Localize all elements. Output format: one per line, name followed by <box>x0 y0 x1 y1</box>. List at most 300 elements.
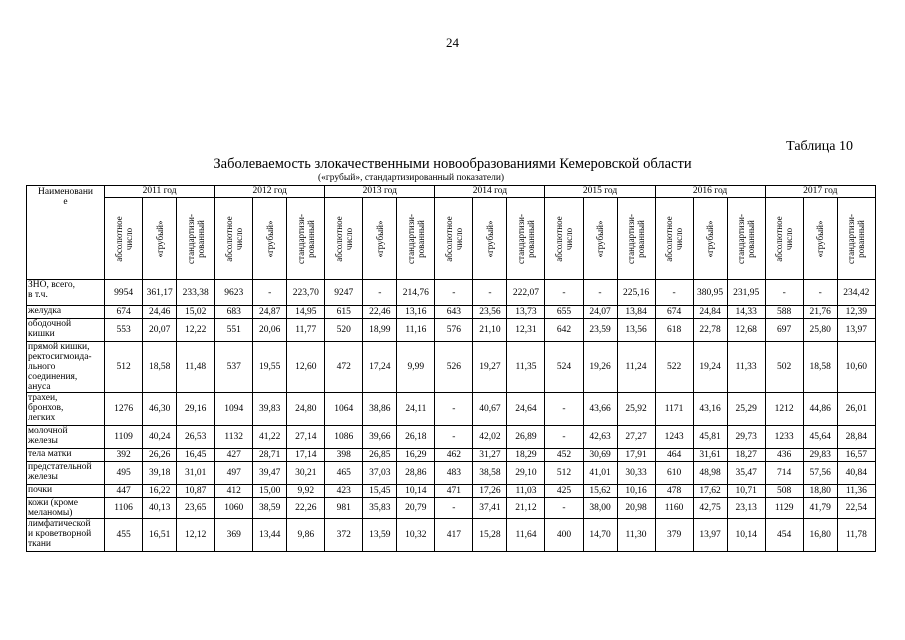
column-header-name: Наименовани е <box>27 186 105 280</box>
subcolumn-header-label: стандартизи- рованный <box>846 213 867 264</box>
table-cell: 1109 <box>105 426 143 449</box>
subcolumn-header-label: абсолютное число <box>553 215 574 262</box>
table-cell: 18,80 <box>803 485 837 498</box>
table-cell: 38,86 <box>363 393 397 426</box>
subcolumn-header <box>693 198 727 280</box>
table-cell: 524 <box>545 342 583 393</box>
table-cell: 45,81 <box>693 426 727 449</box>
table-cell: 26,26 <box>143 449 177 462</box>
table-cell: 41,79 <box>803 498 837 519</box>
table-cell: 27,27 <box>617 426 655 449</box>
row-name: ободочной кишки <box>27 319 105 342</box>
table-cell: 14,33 <box>727 306 765 319</box>
table-cell: 39,83 <box>253 393 287 426</box>
table-cell: - <box>253 280 287 306</box>
subcolumn-header-label: абсолютное число <box>223 215 244 262</box>
year-header: 2017 год <box>765 186 875 198</box>
table-cell: 28,84 <box>837 426 875 449</box>
table-cell: 512 <box>105 342 143 393</box>
table-cell: 380,95 <box>693 280 727 306</box>
table-cell: 400 <box>545 519 583 552</box>
table-cell: 23,56 <box>473 306 507 319</box>
table-cell: 22,46 <box>363 306 397 319</box>
subcolumn-header <box>177 198 215 280</box>
table-cell: 18,29 <box>507 449 545 462</box>
table-cell: 10,14 <box>397 485 435 498</box>
row-name: ЗНО, всего, в т.ч. <box>27 280 105 306</box>
subcolumn-header-label: абсолютное число <box>664 215 685 262</box>
table-cell: 11,77 <box>287 319 325 342</box>
table-cell: - <box>545 498 583 519</box>
table-cell: 19,27 <box>473 342 507 393</box>
table-cell: 15,02 <box>177 306 215 319</box>
table-cell: - <box>435 426 473 449</box>
subcolumn-header-label: абсолютное число <box>774 215 795 262</box>
subcolumn-header-label: абсолютное число <box>333 215 354 262</box>
table-cell: 25,92 <box>617 393 655 426</box>
year-header: 2014 год <box>435 186 545 198</box>
table-cell: 15,62 <box>583 485 617 498</box>
table-cell: 11,78 <box>837 519 875 552</box>
subcolumn-header <box>765 198 803 280</box>
table-cell: 13,97 <box>837 319 875 342</box>
subcolumn-header <box>435 198 473 280</box>
table-cell: 15,28 <box>473 519 507 552</box>
table-row <box>27 393 876 426</box>
row-name: трахеи, бронхов, легких <box>27 393 105 426</box>
table-cell: 20,79 <box>397 498 435 519</box>
table-cell: 29,73 <box>727 426 765 449</box>
subcolumn-header <box>143 198 177 280</box>
table-cell: 1132 <box>215 426 253 449</box>
table-cell: 26,53 <box>177 426 215 449</box>
subcolumn-header-label: стандартизи- рованный <box>185 213 206 264</box>
table-cell: 10,32 <box>397 519 435 552</box>
subcolumn-header <box>837 198 875 280</box>
subcolumn-header <box>727 198 765 280</box>
table-cell: 502 <box>765 342 803 393</box>
table-cell: 25,80 <box>803 319 837 342</box>
table-cell: 618 <box>655 319 693 342</box>
table-cell: 21,12 <box>507 498 545 519</box>
table-cell: - <box>435 393 473 426</box>
table-cell: 447 <box>105 485 143 498</box>
table-cell: 26,01 <box>837 393 875 426</box>
table-cell: 231,95 <box>727 280 765 306</box>
table-row <box>27 449 876 462</box>
page-number: 24 <box>446 35 459 50</box>
table-cell: 17,14 <box>287 449 325 462</box>
table-cell: 537 <box>215 342 253 393</box>
table-cell: 1160 <box>655 498 693 519</box>
table-cell: 9,86 <box>287 519 325 552</box>
subcolumn-header-label: стандартизи- рованный <box>295 213 316 264</box>
subcolumn-header-label: стандартизи- рованный <box>515 213 536 264</box>
table-cell: 22,54 <box>837 498 875 519</box>
table-cell: 1094 <box>215 393 253 426</box>
table-cell: 41,01 <box>583 462 617 485</box>
table-cell: 13,59 <box>363 519 397 552</box>
subcolumn-header-label: «грубый» <box>705 220 716 257</box>
table-row <box>27 519 876 552</box>
table-cell: 697 <box>765 319 803 342</box>
table-cell: 17,91 <box>617 449 655 462</box>
row-name: почки <box>27 485 105 498</box>
table-cell: 42,63 <box>583 426 617 449</box>
table-cell: 369 <box>215 519 253 552</box>
table-cell: 1064 <box>325 393 363 426</box>
table-cell: 24,84 <box>693 306 727 319</box>
table-cell: 610 <box>655 462 693 485</box>
year-header: 2013 год <box>325 186 435 198</box>
year-header: 2012 год <box>215 186 325 198</box>
table-label: Таблица 10 <box>786 139 853 154</box>
table-cell: - <box>435 280 473 306</box>
table-cell: 24,07 <box>583 306 617 319</box>
table-cell: 16,80 <box>803 519 837 552</box>
table-cell: 18,58 <box>803 342 837 393</box>
table-cell: 35,83 <box>363 498 397 519</box>
table-cell: 39,47 <box>253 462 287 485</box>
table-cell: 588 <box>765 306 803 319</box>
table-cell: 9,92 <box>287 485 325 498</box>
subcolumn-header <box>215 198 253 280</box>
table-cell: 24,64 <box>507 393 545 426</box>
table-row <box>27 319 876 342</box>
table-cell: 674 <box>105 306 143 319</box>
table-cell: 372 <box>325 519 363 552</box>
table-cell: 412 <box>215 485 253 498</box>
table-cell: 28,86 <box>397 462 435 485</box>
subcolumn-header <box>105 198 143 280</box>
table-cell: 31,27 <box>473 449 507 462</box>
table-cell: 17,62 <box>693 485 727 498</box>
table-cell: 11,30 <box>617 519 655 552</box>
table-cell: 553 <box>105 319 143 342</box>
table-title: Заболеваемость злокачественными новообразованиями Кемеровской области <box>213 156 692 172</box>
table-cell: 28,71 <box>253 449 287 462</box>
table-cell: 13,44 <box>253 519 287 552</box>
table-cell: 42,02 <box>473 426 507 449</box>
table-cell: 17,26 <box>473 485 507 498</box>
table-row <box>27 306 876 319</box>
table-cell: 1171 <box>655 393 693 426</box>
table-cell: 18,27 <box>727 449 765 462</box>
table-cell: 1060 <box>215 498 253 519</box>
table-cell: 29,16 <box>177 393 215 426</box>
table-cell: 576 <box>435 319 473 342</box>
table-row <box>27 485 876 498</box>
table-cell: 20,07 <box>143 319 177 342</box>
table-cell: 234,42 <box>837 280 875 306</box>
table-row <box>27 280 876 306</box>
subcolumn-header-label: стандартизи- рованный <box>736 213 757 264</box>
table-cell: 26,18 <box>397 426 435 449</box>
table-cell: 551 <box>215 319 253 342</box>
table-cell: 43,66 <box>583 393 617 426</box>
subcolumn-header <box>363 198 397 280</box>
table-cell: 13,16 <box>397 306 435 319</box>
table-cell: 24,87 <box>253 306 287 319</box>
row-name: тела матки <box>27 449 105 462</box>
table-cell: - <box>803 280 837 306</box>
table-cell: 24,11 <box>397 393 435 426</box>
table-cell: 10,87 <box>177 485 215 498</box>
table-cell: 16,45 <box>177 449 215 462</box>
table-cell: - <box>655 280 693 306</box>
subcolumn-header <box>253 198 287 280</box>
table-cell: - <box>545 426 583 449</box>
table-cell: 23,13 <box>727 498 765 519</box>
table-cell: 37,03 <box>363 462 397 485</box>
subcolumn-header-label: «грубый» <box>264 220 275 257</box>
subcolumn-header-label: «грубый» <box>154 220 165 257</box>
table-cell: 615 <box>325 306 363 319</box>
subcolumn-header <box>473 198 507 280</box>
subcolumn-header <box>617 198 655 280</box>
table-cell: 18,99 <box>363 319 397 342</box>
table-cell: 508 <box>765 485 803 498</box>
table-cell: 454 <box>765 519 803 552</box>
table-cell: 11,16 <box>397 319 435 342</box>
table-cell: 11,35 <box>507 342 545 393</box>
table-cell: 471 <box>435 485 473 498</box>
table-cell: 222,07 <box>507 280 545 306</box>
table-cell: 512 <box>545 462 583 485</box>
table-cell: 655 <box>545 306 583 319</box>
table-cell: 392 <box>105 449 143 462</box>
subcolumn-header-label: стандартизи- рованный <box>626 213 647 264</box>
table-cell: 40,13 <box>143 498 177 519</box>
table-row <box>27 498 876 519</box>
table-cell: 11,48 <box>177 342 215 393</box>
table-cell: 522 <box>655 342 693 393</box>
table-cell: 29,83 <box>803 449 837 462</box>
table-cell: 981 <box>325 498 363 519</box>
table-cell: 26,89 <box>507 426 545 449</box>
subcolumn-header <box>803 198 837 280</box>
table-cell: 425 <box>545 485 583 498</box>
table-cell: 12,60 <box>287 342 325 393</box>
table-cell: 1233 <box>765 426 803 449</box>
table-cell: 427 <box>215 449 253 462</box>
table-cell: 30,69 <box>583 449 617 462</box>
table-cell: 23,59 <box>583 319 617 342</box>
row-name: молочной железы <box>27 426 105 449</box>
subcolumn-header-label: «грубый» <box>595 220 606 257</box>
table-cell: 11,64 <box>507 519 545 552</box>
table-cell: 12,22 <box>177 319 215 342</box>
table-cell: 22,26 <box>287 498 325 519</box>
table-cell: 464 <box>655 449 693 462</box>
table-cell: - <box>473 280 507 306</box>
table-cell: 22,78 <box>693 319 727 342</box>
table-cell: 10,14 <box>727 519 765 552</box>
table-cell: 39,18 <box>143 462 177 485</box>
row-name: прямой кишки, ректосигмоида- льного соединения, ануса <box>27 342 105 393</box>
table-cell: 12,31 <box>507 319 545 342</box>
table-row <box>27 462 876 485</box>
table-cell: 379 <box>655 519 693 552</box>
subcolumn-header-label: «грубый» <box>815 220 826 257</box>
table-cell: 19,24 <box>693 342 727 393</box>
table-cell: 38,00 <box>583 498 617 519</box>
subcolumn-header <box>583 198 617 280</box>
table-cell: 526 <box>435 342 473 393</box>
table-cell: 9,99 <box>397 342 435 393</box>
subcolumn-header <box>507 198 545 280</box>
table-cell: 19,55 <box>253 342 287 393</box>
table-cell: 223,70 <box>287 280 325 306</box>
table-cell: 40,84 <box>837 462 875 485</box>
subcolumn-header <box>325 198 363 280</box>
table-cell: 15,00 <box>253 485 287 498</box>
table-cell: 24,80 <box>287 393 325 426</box>
table-cell: 10,71 <box>727 485 765 498</box>
table-cell: 436 <box>765 449 803 462</box>
table-cell: 44,86 <box>803 393 837 426</box>
subcolumn-header <box>397 198 435 280</box>
table-cell: 38,58 <box>473 462 507 485</box>
row-name: лимфатической и кроветворной ткани <box>27 519 105 552</box>
year-header: 2011 год <box>105 186 215 198</box>
year-header: 2015 год <box>545 186 655 198</box>
table-cell: 13,84 <box>617 306 655 319</box>
table-cell: 12,39 <box>837 306 875 319</box>
year-header: 2016 год <box>655 186 765 198</box>
table-cell: 465 <box>325 462 363 485</box>
table-cell: 398 <box>325 449 363 462</box>
subcolumn-header-label: «грубый» <box>484 220 495 257</box>
subcolumn-header <box>655 198 693 280</box>
table-cell: 16,29 <box>397 449 435 462</box>
table-cell: 23,65 <box>177 498 215 519</box>
subcolumn-header-label: абсолютное число <box>113 215 134 262</box>
table-cell: 11,36 <box>837 485 875 498</box>
table-cell: 1129 <box>765 498 803 519</box>
table-cell: 495 <box>105 462 143 485</box>
table-cell: 29,10 <box>507 462 545 485</box>
table-cell: 19,26 <box>583 342 617 393</box>
table-cell: 13,73 <box>507 306 545 319</box>
table-cell: 37,41 <box>473 498 507 519</box>
subcolumn-header <box>287 198 325 280</box>
table-cell: 233,38 <box>177 280 215 306</box>
table-cell: 9247 <box>325 280 363 306</box>
table-cell: 714 <box>765 462 803 485</box>
subcolumn-header-label: «грубый» <box>374 220 385 257</box>
table-cell: 13,97 <box>693 519 727 552</box>
table-cell: 13,56 <box>617 319 655 342</box>
table-cell: 9623 <box>215 280 253 306</box>
table-cell: 12,12 <box>177 519 215 552</box>
row-name: кожи (кроме меланомы) <box>27 498 105 519</box>
table-cell: 57,56 <box>803 462 837 485</box>
table-cell: 1212 <box>765 393 803 426</box>
table-cell: 642 <box>545 319 583 342</box>
table-cell: 43,16 <box>693 393 727 426</box>
table-cell: 225,16 <box>617 280 655 306</box>
table-cell: 38,59 <box>253 498 287 519</box>
table-cell: 15,45 <box>363 485 397 498</box>
table-cell: - <box>545 393 583 426</box>
table-cell: 452 <box>545 449 583 462</box>
table-cell: 31,01 <box>177 462 215 485</box>
table-cell: 20,06 <box>253 319 287 342</box>
incidence-table <box>26 185 876 552</box>
table-cell: 10,16 <box>617 485 655 498</box>
table-cell: 18,58 <box>143 342 177 393</box>
table-cell: 30,33 <box>617 462 655 485</box>
table-cell: 45,64 <box>803 426 837 449</box>
subcolumn-header-label: стандартизи- рованный <box>405 213 426 264</box>
table-cell: 9954 <box>105 280 143 306</box>
table-cell: 21,76 <box>803 306 837 319</box>
table-cell: 674 <box>655 306 693 319</box>
table-cell: 1106 <box>105 498 143 519</box>
table-cell: 42,75 <box>693 498 727 519</box>
table-cell: 10,60 <box>837 342 875 393</box>
table-cell: 30,21 <box>287 462 325 485</box>
table-cell: 1086 <box>325 426 363 449</box>
table-cell: 11,33 <box>727 342 765 393</box>
table-cell: 497 <box>215 462 253 485</box>
table-row <box>27 426 876 449</box>
table-cell: 214,76 <box>397 280 435 306</box>
table-cell: 21,10 <box>473 319 507 342</box>
table-cell: 16,22 <box>143 485 177 498</box>
table-cell: - <box>545 280 583 306</box>
table-cell: 12,68 <box>727 319 765 342</box>
table-cell: 24,46 <box>143 306 177 319</box>
table-cell: - <box>765 280 803 306</box>
table-cell: 25,29 <box>727 393 765 426</box>
row-name: желудка <box>27 306 105 319</box>
table-cell: 35,47 <box>727 462 765 485</box>
table-cell: 40,67 <box>473 393 507 426</box>
table-cell: 478 <box>655 485 693 498</box>
table-cell: 14,70 <box>583 519 617 552</box>
table-cell: 27,14 <box>287 426 325 449</box>
table-cell: 472 <box>325 342 363 393</box>
table-cell: 26,85 <box>363 449 397 462</box>
table-cell: 46,30 <box>143 393 177 426</box>
table-cell: 17,24 <box>363 342 397 393</box>
table-cell: - <box>363 280 397 306</box>
table-cell: 31,61 <box>693 449 727 462</box>
table-cell: 1276 <box>105 393 143 426</box>
table-cell: 48,98 <box>693 462 727 485</box>
table-cell: 11,03 <box>507 485 545 498</box>
table-cell: 20,98 <box>617 498 655 519</box>
table-cell: 361,17 <box>143 280 177 306</box>
table-cell: 643 <box>435 306 473 319</box>
table-cell: 423 <box>325 485 363 498</box>
table-cell: 455 <box>105 519 143 552</box>
table-cell: 462 <box>435 449 473 462</box>
table-cell: 40,24 <box>143 426 177 449</box>
subcolumn-header-label: абсолютное число <box>443 215 464 262</box>
subcolumn-header <box>545 198 583 280</box>
table-cell: 683 <box>215 306 253 319</box>
table-cell: 16,51 <box>143 519 177 552</box>
table-cell: 14,95 <box>287 306 325 319</box>
table-cell: 520 <box>325 319 363 342</box>
table-cell: 417 <box>435 519 473 552</box>
table-cell: 11,24 <box>617 342 655 393</box>
table-cell: 16,57 <box>837 449 875 462</box>
table-row <box>27 342 876 393</box>
